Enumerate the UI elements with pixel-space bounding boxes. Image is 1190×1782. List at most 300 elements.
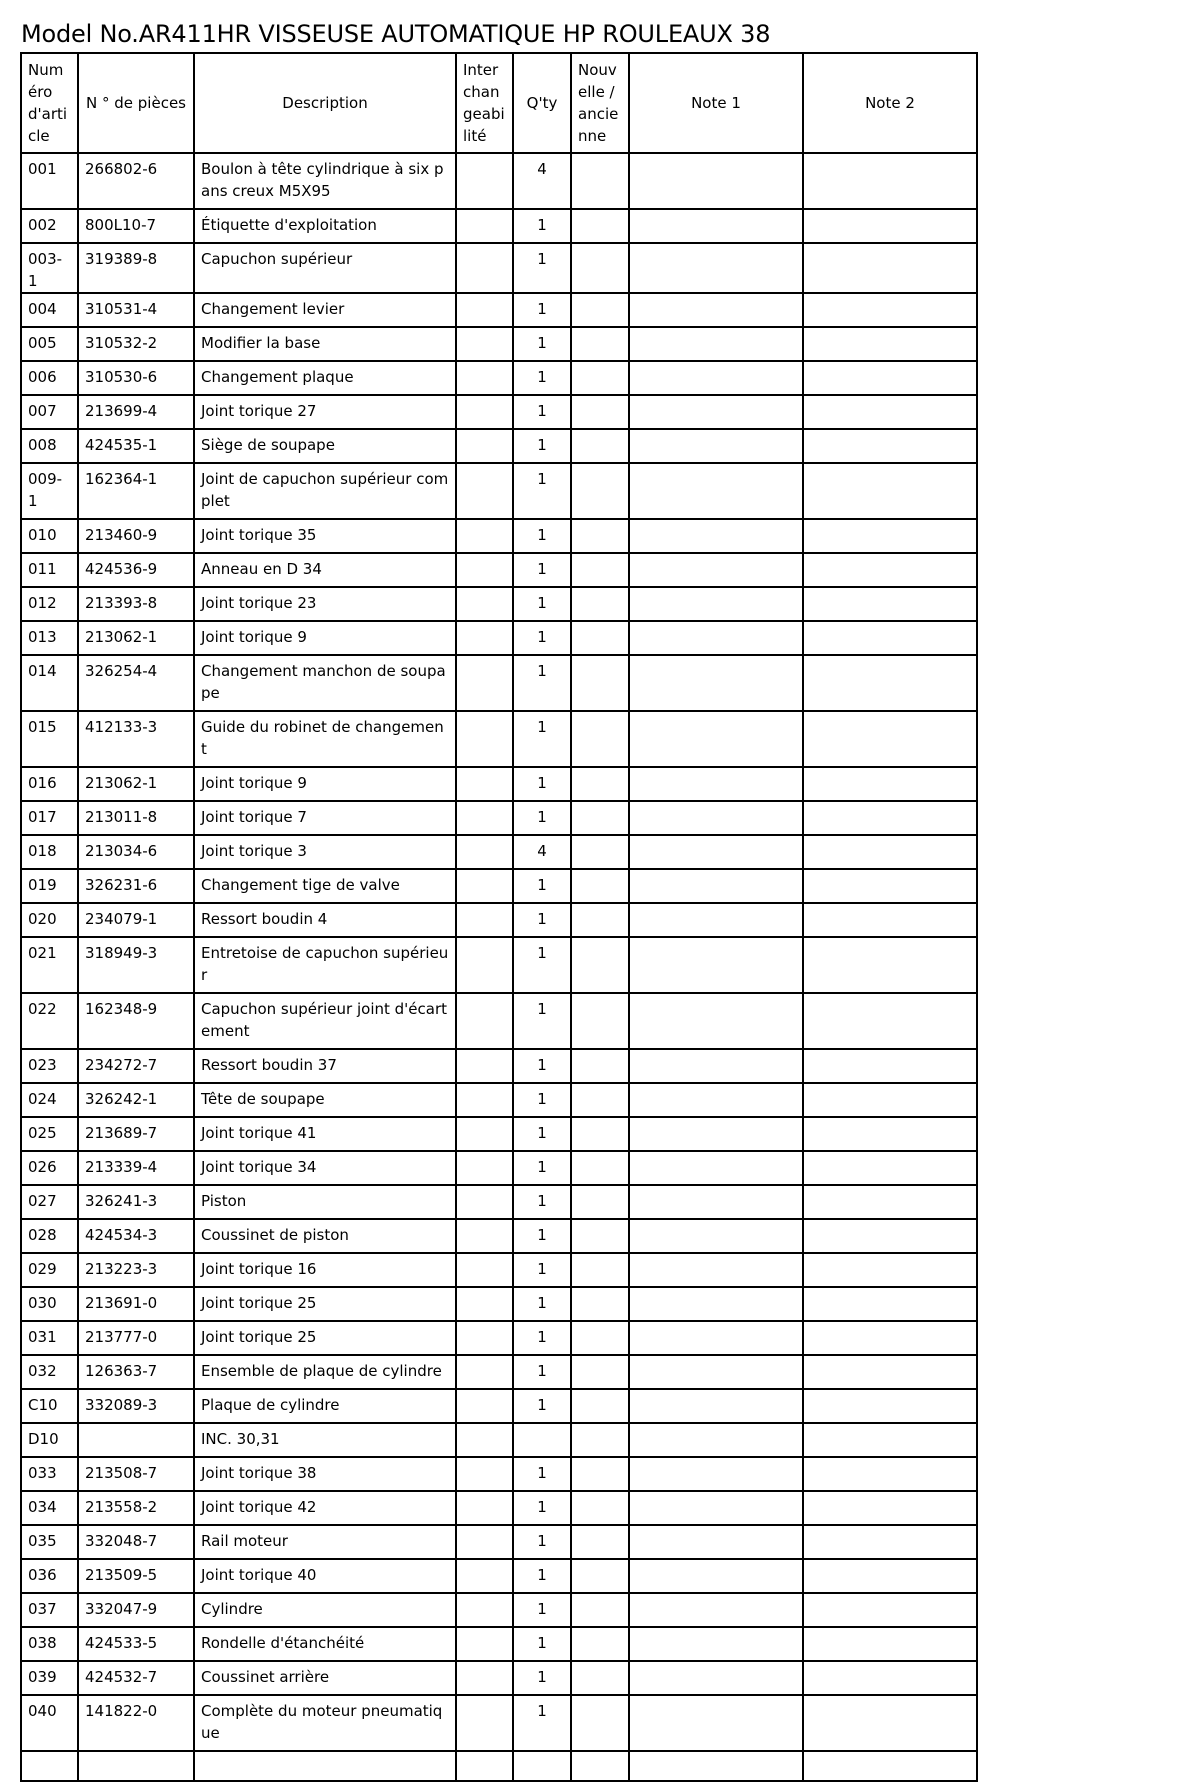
item-number-cell: 020 <box>21 903 78 937</box>
description-cell: Modifier la base <box>194 327 456 361</box>
table-row <box>21 1457 977 1491</box>
table-row <box>21 1423 977 1457</box>
quantity-cell: 1 <box>513 395 571 429</box>
interchangeability-cell <box>456 1321 513 1355</box>
description-cell: Siège de soupape <box>194 429 456 463</box>
interchangeability-cell <box>456 1049 513 1083</box>
part-number-cell: 318949-3 <box>78 937 194 993</box>
new-old-cell <box>571 1525 629 1559</box>
interchangeability-cell <box>456 1525 513 1559</box>
table-row <box>21 621 977 655</box>
part-number-cell: 213777-0 <box>78 1321 194 1355</box>
part-number-cell: 213508-7 <box>78 1457 194 1491</box>
note-2-cell <box>803 1151 977 1185</box>
description-cell: Plaque de cylindre <box>194 1389 456 1423</box>
note-1-cell <box>629 711 803 767</box>
new-old-cell <box>571 1695 629 1751</box>
note-1-cell <box>629 1219 803 1253</box>
quantity-cell: 1 <box>513 1695 571 1751</box>
quantity-cell: 1 <box>513 801 571 835</box>
interchangeability-cell <box>456 153 513 209</box>
interchangeability-cell <box>456 835 513 869</box>
item-number-cell: 033 <box>21 1457 78 1491</box>
note-1-cell <box>629 519 803 553</box>
note-1-cell <box>629 243 803 293</box>
table-row <box>21 1185 977 1219</box>
quantity-cell: 1 <box>513 519 571 553</box>
new-old-cell <box>571 1219 629 1253</box>
note-2-cell <box>803 463 977 519</box>
description-cell: Joint torique 25 <box>194 1321 456 1355</box>
note-1-cell <box>629 1491 803 1525</box>
quantity-cell: 1 <box>513 1491 571 1525</box>
table-row <box>21 1253 977 1287</box>
quantity-cell: 1 <box>513 429 571 463</box>
description-cell: Joint torique 16 <box>194 1253 456 1287</box>
item-number-cell: 036 <box>21 1559 78 1593</box>
quantity-cell: 1 <box>513 903 571 937</box>
table-row <box>21 1559 977 1593</box>
table-row <box>21 1049 977 1083</box>
note-2-cell <box>803 711 977 767</box>
note-2-cell <box>803 1083 977 1117</box>
part-number-cell: 319389-8 <box>78 243 194 293</box>
quantity-cell: 1 <box>513 209 571 243</box>
note-1-cell <box>629 395 803 429</box>
column-header-description: Description <box>194 53 456 153</box>
description-cell: Joint torique 40 <box>194 1559 456 1593</box>
note-2-cell <box>803 395 977 429</box>
note-1-cell <box>629 1287 803 1321</box>
description-cell: Changement manchon de soupape <box>194 655 456 711</box>
note-2-cell <box>803 993 977 1049</box>
note-1-cell <box>629 1151 803 1185</box>
quantity-cell: 1 <box>513 1321 571 1355</box>
quantity-cell: 1 <box>513 361 571 395</box>
item-number-cell: 024 <box>21 1083 78 1117</box>
note-2-cell <box>803 1661 977 1695</box>
note-1-cell <box>629 1083 803 1117</box>
item-number-cell: 035 <box>21 1525 78 1559</box>
new-old-cell <box>571 587 629 621</box>
table-row <box>21 1695 977 1751</box>
new-old-cell <box>571 1117 629 1151</box>
description-cell: Capuchon supérieur <box>194 243 456 293</box>
description-cell: Coussinet de piston <box>194 1219 456 1253</box>
item-number-cell: 003-1 <box>21 243 78 293</box>
item-number-cell: 016 <box>21 767 78 801</box>
item-number-cell: 013 <box>21 621 78 655</box>
note-1-cell <box>629 293 803 327</box>
item-number-cell: 012 <box>21 587 78 621</box>
description-cell: Ressort boudin 4 <box>194 903 456 937</box>
quantity-cell: 1 <box>513 1559 571 1593</box>
note-2-cell <box>803 553 977 587</box>
description-cell: Joint torique 3 <box>194 835 456 869</box>
note-1-cell <box>629 1593 803 1627</box>
note-1-cell <box>629 1627 803 1661</box>
table-row <box>21 711 977 767</box>
column-header-interchangeability: Interchangeabilité <box>456 53 513 153</box>
part-number-cell: 213062-1 <box>78 767 194 801</box>
new-old-cell <box>571 361 629 395</box>
note-1-cell <box>629 767 803 801</box>
note-2-cell <box>803 903 977 937</box>
note-2-cell <box>803 1253 977 1287</box>
interchangeability-cell <box>456 1751 513 1781</box>
note-2-cell <box>803 1627 977 1661</box>
interchangeability-cell <box>456 327 513 361</box>
note-1-cell <box>629 1321 803 1355</box>
item-number-cell: 014 <box>21 655 78 711</box>
note-1-cell <box>629 1559 803 1593</box>
quantity-cell: 1 <box>513 553 571 587</box>
interchangeability-cell <box>456 395 513 429</box>
table-row <box>21 1389 977 1423</box>
note-2-cell <box>803 327 977 361</box>
note-2-cell <box>803 1389 977 1423</box>
description-cell: Anneau en D 34 <box>194 553 456 587</box>
note-1-cell <box>629 1117 803 1151</box>
table-row <box>21 153 977 209</box>
item-number-cell: 004 <box>21 293 78 327</box>
note-2-cell <box>803 1287 977 1321</box>
note-2-cell <box>803 1321 977 1355</box>
table-header-row <box>21 53 977 153</box>
note-1-cell <box>629 835 803 869</box>
note-1-cell <box>629 463 803 519</box>
item-number-cell <box>21 1751 78 1781</box>
item-number-cell: 006 <box>21 361 78 395</box>
item-number-cell: D10 <box>21 1423 78 1457</box>
description-cell: Joint torique 9 <box>194 767 456 801</box>
part-number-cell: 412133-3 <box>78 711 194 767</box>
item-number-cell: 034 <box>21 1491 78 1525</box>
note-2-cell <box>803 519 977 553</box>
quantity-cell: 1 <box>513 1219 571 1253</box>
description-cell: Joint torique 25 <box>194 1287 456 1321</box>
quantity-cell: 1 <box>513 1083 571 1117</box>
item-number-cell: 019 <box>21 869 78 903</box>
table-row <box>21 587 977 621</box>
table-row <box>21 869 977 903</box>
note-1-cell <box>629 327 803 361</box>
description-cell: Joint torique 23 <box>194 587 456 621</box>
description-cell: INC. 30,31 <box>194 1423 456 1457</box>
new-old-cell <box>571 621 629 655</box>
quantity-cell: 1 <box>513 937 571 993</box>
parts-table <box>20 52 978 1782</box>
description-cell: Rondelle d'étanchéité <box>194 1627 456 1661</box>
part-number-cell: 234272-7 <box>78 1049 194 1083</box>
table-row <box>21 801 977 835</box>
item-number-cell: 030 <box>21 1287 78 1321</box>
note-1-cell <box>629 587 803 621</box>
quantity-cell: 1 <box>513 1185 571 1219</box>
quantity-cell: 1 <box>513 993 571 1049</box>
part-number-cell: 213393-8 <box>78 587 194 621</box>
new-old-cell <box>571 1751 629 1781</box>
description-cell: Joint torique 34 <box>194 1151 456 1185</box>
quantity-cell: 4 <box>513 835 571 869</box>
new-old-cell <box>571 1593 629 1627</box>
item-number-cell: 038 <box>21 1627 78 1661</box>
note-1-cell <box>629 1661 803 1695</box>
column-header-item-number: Numéro d'article <box>21 53 78 153</box>
new-old-cell <box>571 1049 629 1083</box>
table-row <box>21 553 977 587</box>
table-row <box>21 1287 977 1321</box>
item-number-cell: 040 <box>21 1695 78 1751</box>
interchangeability-cell <box>456 1117 513 1151</box>
column-header-note-1: Note 1 <box>629 53 803 153</box>
interchangeability-cell <box>456 209 513 243</box>
description-cell: Joint torique 42 <box>194 1491 456 1525</box>
quantity-cell: 1 <box>513 1525 571 1559</box>
new-old-cell <box>571 1457 629 1491</box>
part-number-cell: 332047-9 <box>78 1593 194 1627</box>
new-old-cell <box>571 993 629 1049</box>
new-old-cell <box>571 1559 629 1593</box>
note-2-cell <box>803 655 977 711</box>
note-2-cell <box>803 835 977 869</box>
new-old-cell <box>571 1321 629 1355</box>
interchangeability-cell <box>456 655 513 711</box>
description-cell: Étiquette d'exploitation <box>194 209 456 243</box>
column-header-note-2: Note 2 <box>803 53 977 153</box>
part-number-cell: 213509-5 <box>78 1559 194 1593</box>
quantity-cell <box>513 1423 571 1457</box>
new-old-cell <box>571 1661 629 1695</box>
note-1-cell <box>629 429 803 463</box>
note-2-cell <box>803 429 977 463</box>
interchangeability-cell <box>456 1219 513 1253</box>
note-2-cell <box>803 1185 977 1219</box>
part-number-cell: 326241-3 <box>78 1185 194 1219</box>
note-1-cell <box>629 1253 803 1287</box>
part-number-cell <box>78 1751 194 1781</box>
column-header-new-old: Nouvelle / ancienne <box>571 53 629 153</box>
quantity-cell: 1 <box>513 243 571 293</box>
table-row <box>21 519 977 553</box>
quantity-cell: 1 <box>513 463 571 519</box>
quantity-cell: 1 <box>513 1661 571 1695</box>
quantity-cell: 1 <box>513 655 571 711</box>
part-number-cell: 424533-5 <box>78 1627 194 1661</box>
note-1-cell <box>629 1049 803 1083</box>
quantity-cell: 1 <box>513 293 571 327</box>
item-number-cell: 018 <box>21 835 78 869</box>
description-cell: Coussinet arrière <box>194 1661 456 1695</box>
description-cell: Joint torique 27 <box>194 395 456 429</box>
description-cell <box>194 1751 456 1781</box>
description-cell: Complète du moteur pneumatique <box>194 1695 456 1751</box>
quantity-cell: 1 <box>513 1593 571 1627</box>
table-row <box>21 1355 977 1389</box>
part-number-cell: 332089-3 <box>78 1389 194 1423</box>
note-2-cell <box>803 937 977 993</box>
quantity-cell: 1 <box>513 767 571 801</box>
part-number-cell: 326242-1 <box>78 1083 194 1117</box>
item-number-cell: 021 <box>21 937 78 993</box>
description-cell: Joint torique 9 <box>194 621 456 655</box>
note-2-cell <box>803 1695 977 1751</box>
table-row <box>21 1321 977 1355</box>
quantity-cell: 1 <box>513 327 571 361</box>
new-old-cell <box>571 767 629 801</box>
note-2-cell <box>803 1049 977 1083</box>
part-number-cell: 310531-4 <box>78 293 194 327</box>
note-1-cell <box>629 801 803 835</box>
quantity-cell: 1 <box>513 621 571 655</box>
interchangeability-cell <box>456 1185 513 1219</box>
interchangeability-cell <box>456 1287 513 1321</box>
note-2-cell <box>803 209 977 243</box>
new-old-cell <box>571 835 629 869</box>
interchangeability-cell <box>456 553 513 587</box>
note-1-cell <box>629 869 803 903</box>
table-row <box>21 767 977 801</box>
new-old-cell <box>571 395 629 429</box>
new-old-cell <box>571 711 629 767</box>
quantity-cell: 1 <box>513 1049 571 1083</box>
table-row <box>21 1117 977 1151</box>
table-row <box>21 655 977 711</box>
part-number-cell: 126363-7 <box>78 1355 194 1389</box>
item-number-cell: 010 <box>21 519 78 553</box>
note-1-cell <box>629 903 803 937</box>
new-old-cell <box>571 1083 629 1117</box>
note-1-cell <box>629 993 803 1049</box>
description-cell: Joint de capuchon supérieur complet <box>194 463 456 519</box>
part-number-cell: 213558-2 <box>78 1491 194 1525</box>
interchangeability-cell <box>456 1491 513 1525</box>
description-cell: Joint torique 38 <box>194 1457 456 1491</box>
new-old-cell <box>571 1151 629 1185</box>
interchangeability-cell <box>456 711 513 767</box>
description-cell: Guide du robinet de changement <box>194 711 456 767</box>
table-row <box>21 1661 977 1695</box>
interchangeability-cell <box>456 1389 513 1423</box>
part-number-cell: 213691-0 <box>78 1287 194 1321</box>
table-row <box>21 1525 977 1559</box>
note-2-cell <box>803 767 977 801</box>
item-number-cell: 008 <box>21 429 78 463</box>
part-number-cell: 162348-9 <box>78 993 194 1049</box>
description-cell: Cylindre <box>194 1593 456 1627</box>
table-row <box>21 903 977 937</box>
interchangeability-cell <box>456 1253 513 1287</box>
item-number-cell: 037 <box>21 1593 78 1627</box>
new-old-cell <box>571 1287 629 1321</box>
part-number-cell: 310532-2 <box>78 327 194 361</box>
column-header-part-number: N ° de pièces <box>78 53 194 153</box>
note-2-cell <box>803 621 977 655</box>
new-old-cell <box>571 553 629 587</box>
note-1-cell <box>629 1525 803 1559</box>
quantity-cell: 1 <box>513 711 571 767</box>
table-row <box>21 361 977 395</box>
table-row <box>21 993 977 1049</box>
part-number-cell: 213011-8 <box>78 801 194 835</box>
note-1-cell <box>629 1355 803 1389</box>
table-row <box>21 209 977 243</box>
note-2-cell <box>803 243 977 293</box>
new-old-cell <box>571 1491 629 1525</box>
part-number-cell: 213339-4 <box>78 1151 194 1185</box>
note-1-cell <box>629 1423 803 1457</box>
interchangeability-cell <box>456 1593 513 1627</box>
interchangeability-cell <box>456 519 513 553</box>
interchangeability-cell <box>456 1661 513 1695</box>
interchangeability-cell <box>456 1695 513 1751</box>
item-number-cell: 025 <box>21 1117 78 1151</box>
note-2-cell <box>803 1219 977 1253</box>
interchangeability-cell <box>456 293 513 327</box>
note-2-cell <box>803 1117 977 1151</box>
quantity-cell: 1 <box>513 1457 571 1491</box>
description-cell: Ensemble de plaque de cylindre <box>194 1355 456 1389</box>
new-old-cell <box>571 463 629 519</box>
description-cell: Entretoise de capuchon supérieur <box>194 937 456 993</box>
item-number-cell: 017 <box>21 801 78 835</box>
item-number-cell: 011 <box>21 553 78 587</box>
note-1-cell <box>629 1695 803 1751</box>
part-number-cell: 234079-1 <box>78 903 194 937</box>
note-2-cell <box>803 1457 977 1491</box>
description-cell: Changement tige de valve <box>194 869 456 903</box>
quantity-cell <box>513 1751 571 1781</box>
note-1-cell <box>629 655 803 711</box>
description-cell: Ressort boudin 37 <box>194 1049 456 1083</box>
table-row <box>21 937 977 993</box>
new-old-cell <box>571 209 629 243</box>
new-old-cell <box>571 429 629 463</box>
table-row <box>21 1751 977 1781</box>
description-cell: Piston <box>194 1185 456 1219</box>
table-row <box>21 243 977 293</box>
note-1-cell <box>629 1457 803 1491</box>
note-2-cell <box>803 1423 977 1457</box>
part-number-cell: 213034-6 <box>78 835 194 869</box>
new-old-cell <box>571 1423 629 1457</box>
description-cell: Capuchon supérieur joint d'écartement <box>194 993 456 1049</box>
interchangeability-cell <box>456 869 513 903</box>
interchangeability-cell <box>456 903 513 937</box>
item-number-cell: 005 <box>21 327 78 361</box>
part-number-cell: 141822-0 <box>78 1695 194 1751</box>
item-number-cell: 031 <box>21 1321 78 1355</box>
note-2-cell <box>803 1491 977 1525</box>
new-old-cell <box>571 293 629 327</box>
description-cell: Joint torique 41 <box>194 1117 456 1151</box>
table-row <box>21 1219 977 1253</box>
note-2-cell <box>803 361 977 395</box>
part-number-cell: 326254-4 <box>78 655 194 711</box>
part-number-cell: 424532-7 <box>78 1661 194 1695</box>
description-cell: Joint torique 7 <box>194 801 456 835</box>
note-2-cell <box>803 1751 977 1781</box>
new-old-cell <box>571 655 629 711</box>
part-number-cell: 326231-6 <box>78 869 194 903</box>
interchangeability-cell <box>456 1559 513 1593</box>
new-old-cell <box>571 1355 629 1389</box>
description-cell: Boulon à tête cylindrique à six pans creux M5X95 <box>194 153 456 209</box>
part-number-cell: 213699-4 <box>78 395 194 429</box>
item-number-cell: 015 <box>21 711 78 767</box>
note-1-cell <box>629 553 803 587</box>
quantity-cell: 1 <box>513 1627 571 1661</box>
